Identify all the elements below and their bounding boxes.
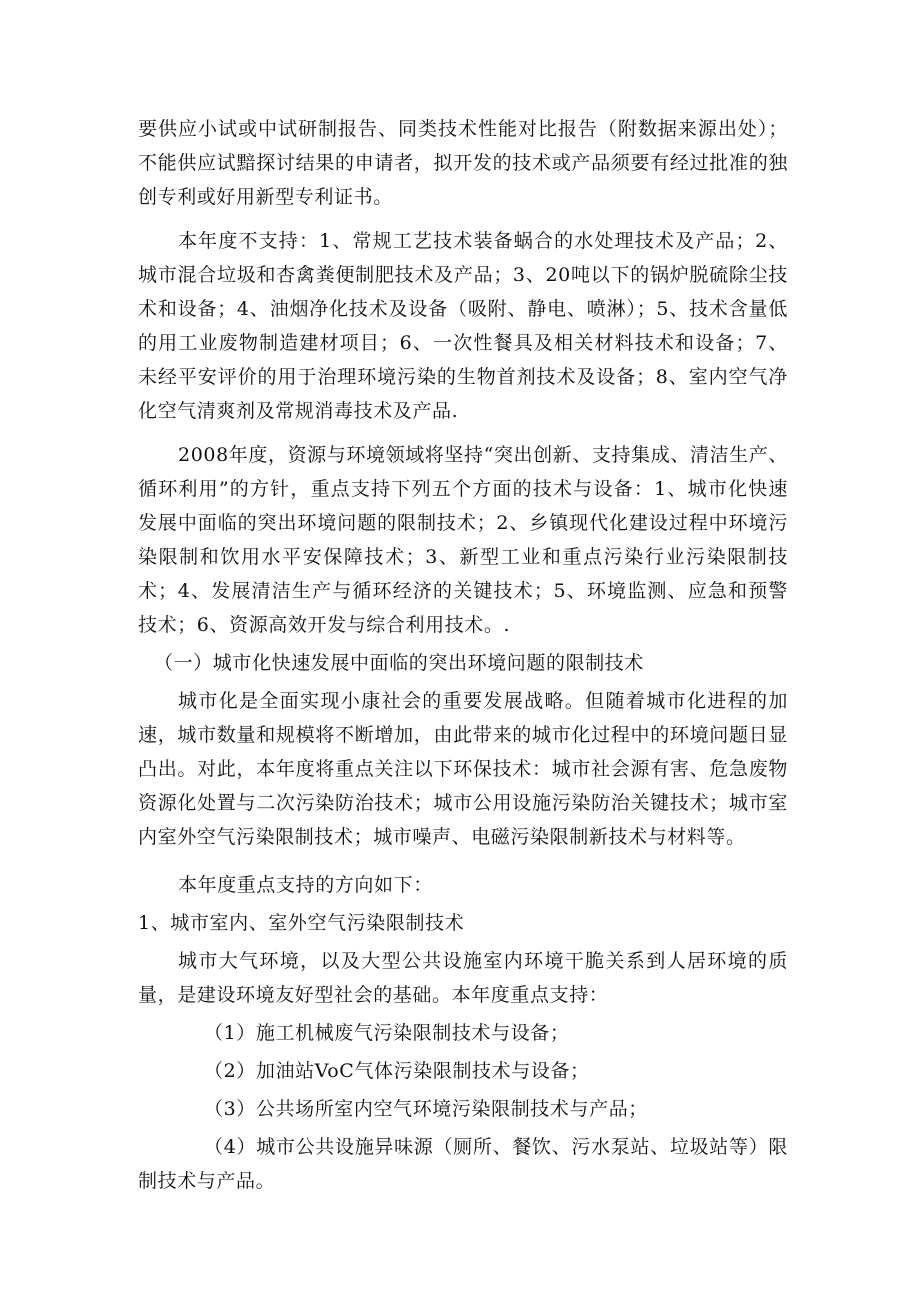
- paragraph-key-directions: 本年度重点支持的方向如下：: [178, 874, 433, 896]
- paragraph-2008-policy: 2008年度，资源与环境领域将坚持“突出创新、支持集成、清洁生产、循环利用”的方针，重点支持下列五个方面的技术与设备：1、城市化快速发展中面临的突出环境问题的限制技术；2、乡镇现代化建设过程中环境污染限制和饮用水平安保障技术；3、新型工业和重点污染行业污染限制技术；4、发展清洁生产与循环经济的关键技术；5、环境监测、应急和预警技术；6、资源高效开发与综合利用技术。.: [138, 444, 788, 636]
- paragraph-not-supported: 本年度不支持：1、常规工艺技术装备蜗合的水处理技术及产品；2、城市混合垃圾和杏禽粪便制肥技术及产品；3、20吨以下的锅炉脱硫除尘技术和设备；4、油烟净化技术及设备（吸附、静电、喷淋）；5、技术含量低的用工业废物制造建材项目；6、一次性餐具及相关材料技术和设备；7、未经平安评价的用于治理环境污染的生物首剂技术及设备；8、室内空气净化空气清爽剂及常规消毒技术及产品.: [138, 230, 788, 422]
- document-body: [138, 112, 788, 1198]
- subheading-air-pollution: 1、城市室内、室外空气污染限制技术: [138, 912, 465, 934]
- list-item-2: （2）加油站VoC气体污染限制技术与设备；: [204, 1060, 590, 1082]
- paragraph-requirements: 要供应小试或中试研制报告、同类技术性能对比报告（附数据来源出处）；不能供应试黯探讨结果的申请者，拟开发的技术或产品须要有经过批准的独创专利或好用新型专利证书。: [138, 118, 788, 208]
- paragraph-air-environment: 城市大气环境，以及大型公共设施室内环境干脆关系到人居环境的质量，是建设环境友好型社会的基础。本年度重点支持：: [138, 950, 788, 1006]
- section-heading-urbanization: （一）城市化快速发展中面临的突出环境问题的限制技术: [154, 652, 645, 674]
- list-item-3: （3）公共场所室内空气环境污染限制技术与产品；: [204, 1098, 648, 1120]
- paragraph-urbanization: 城市化是全面实现小康社会的重要发展战略。但随着城市化进程的加速，城市数量和规模将不断增加，由此带来的城市化过程中的环境问题日显凸出。对此，本年度将重点关注以下环保技术：城市社会源有害、危急废物资源化处置与二次污染防治技术；城市公用设施污染防治关键技术；城市室内室外空气污染限制技术；城市噪声、电磁污染限制新技术与材料等。: [138, 690, 788, 848]
- list-item-4: （4）城市公共设施异味源（厕所、餐饮、污水泵站、垃圾站等）限制技术与产品。: [138, 1136, 788, 1192]
- list-item-1: （1）施工机械废气污染限制技术与设备；: [204, 1022, 570, 1044]
